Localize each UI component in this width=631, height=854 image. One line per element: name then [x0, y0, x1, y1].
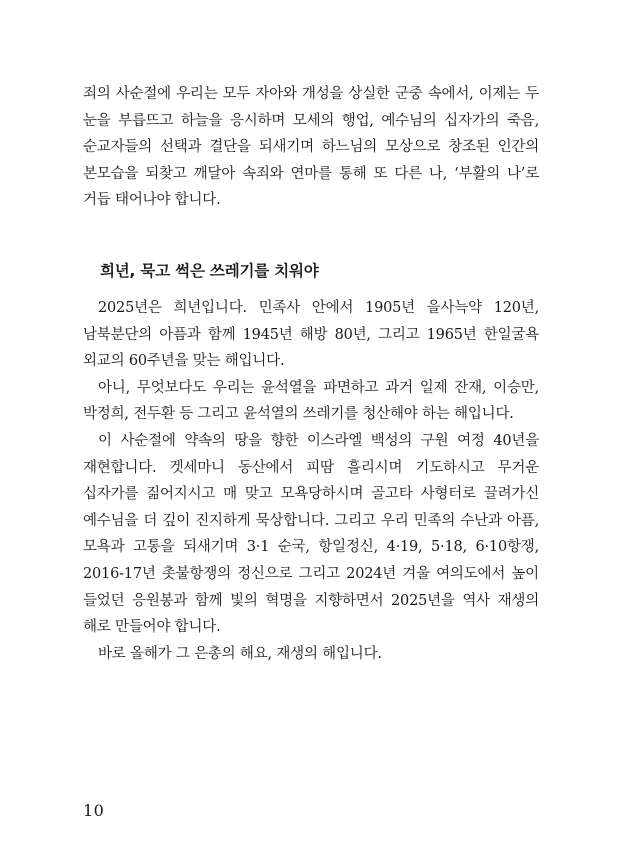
section-body [83, 295, 539, 667]
section-heading: 희년, 묵고 썩은 쓰레기를 치워야 [100, 262, 319, 280]
body-paragraph-4: 바로 올해가 그 은총의 해요, 재생의 해입니다. [98, 645, 382, 662]
body-paragraph-1: 2025년은 희년입니다. 민족사 안에서 1905년 을사늑약 120년, 남북분단의 아픔과 함께 1945년 해방 80년, 그리고 1965년 한일굴욕 외교의 60주년을 맞는 해입니다. [83, 300, 539, 370]
intro-text-block [83, 81, 539, 214]
intro-paragraph: 죄의 사순절에 우리는 모두 자아와 개성을 상실한 군중 속에서, 이제는 두 눈을 부릅뜨고 하늘을 응시하며 모세의 행업, 예수님의 십자가의 죽음, 순교자들의 선택과 결단을 되새기며 하느님의 모상으로 창조된 인간의 본모습을 되찾고 깨달아 속죄와 연마를 통해 또 다른 나, ‘부활의 나’로 거듭 태어나야 합니다. [83, 86, 539, 209]
body-paragraph-3: 이 사순절에 약속의 땅을 향한 이스라엘 백성의 구원 여정 40년을 재현합니다. 겟세마니 동산에서 피땀 흘리시며 기도하시고 무거운 십자가를 짊어지시고 매 맞고 모욕당하시며 골고타 사형터로 끌려가신 예수님을 더 깊이 진지하게 묵상합니다. 그리고 우리 민족의 수난과 아픔, 모욕과 고통을 되새기며 3·1 순국, 항일정신, 4·19, 5·18, 6·10항쟁, 2016-17년 촛불항쟁의 정신으로 그리고 2024년 겨울 여의도에서 높이 들었던 응원봉과 함께 빛의 혁명을 지향하면서 2025년을 역사 재생의 해로 만들어야 합니다. [83, 432, 539, 636]
page-number: 10 [83, 801, 105, 820]
body-paragraph-2: 아니, 무엇보다도 우리는 윤석열을 파면하고 과거 일제 잔재, 이승만, 박정희, 전두환 등 그리고 윤석열의 쓰레기를 청산해야 하는 해입니다. [83, 379, 539, 423]
